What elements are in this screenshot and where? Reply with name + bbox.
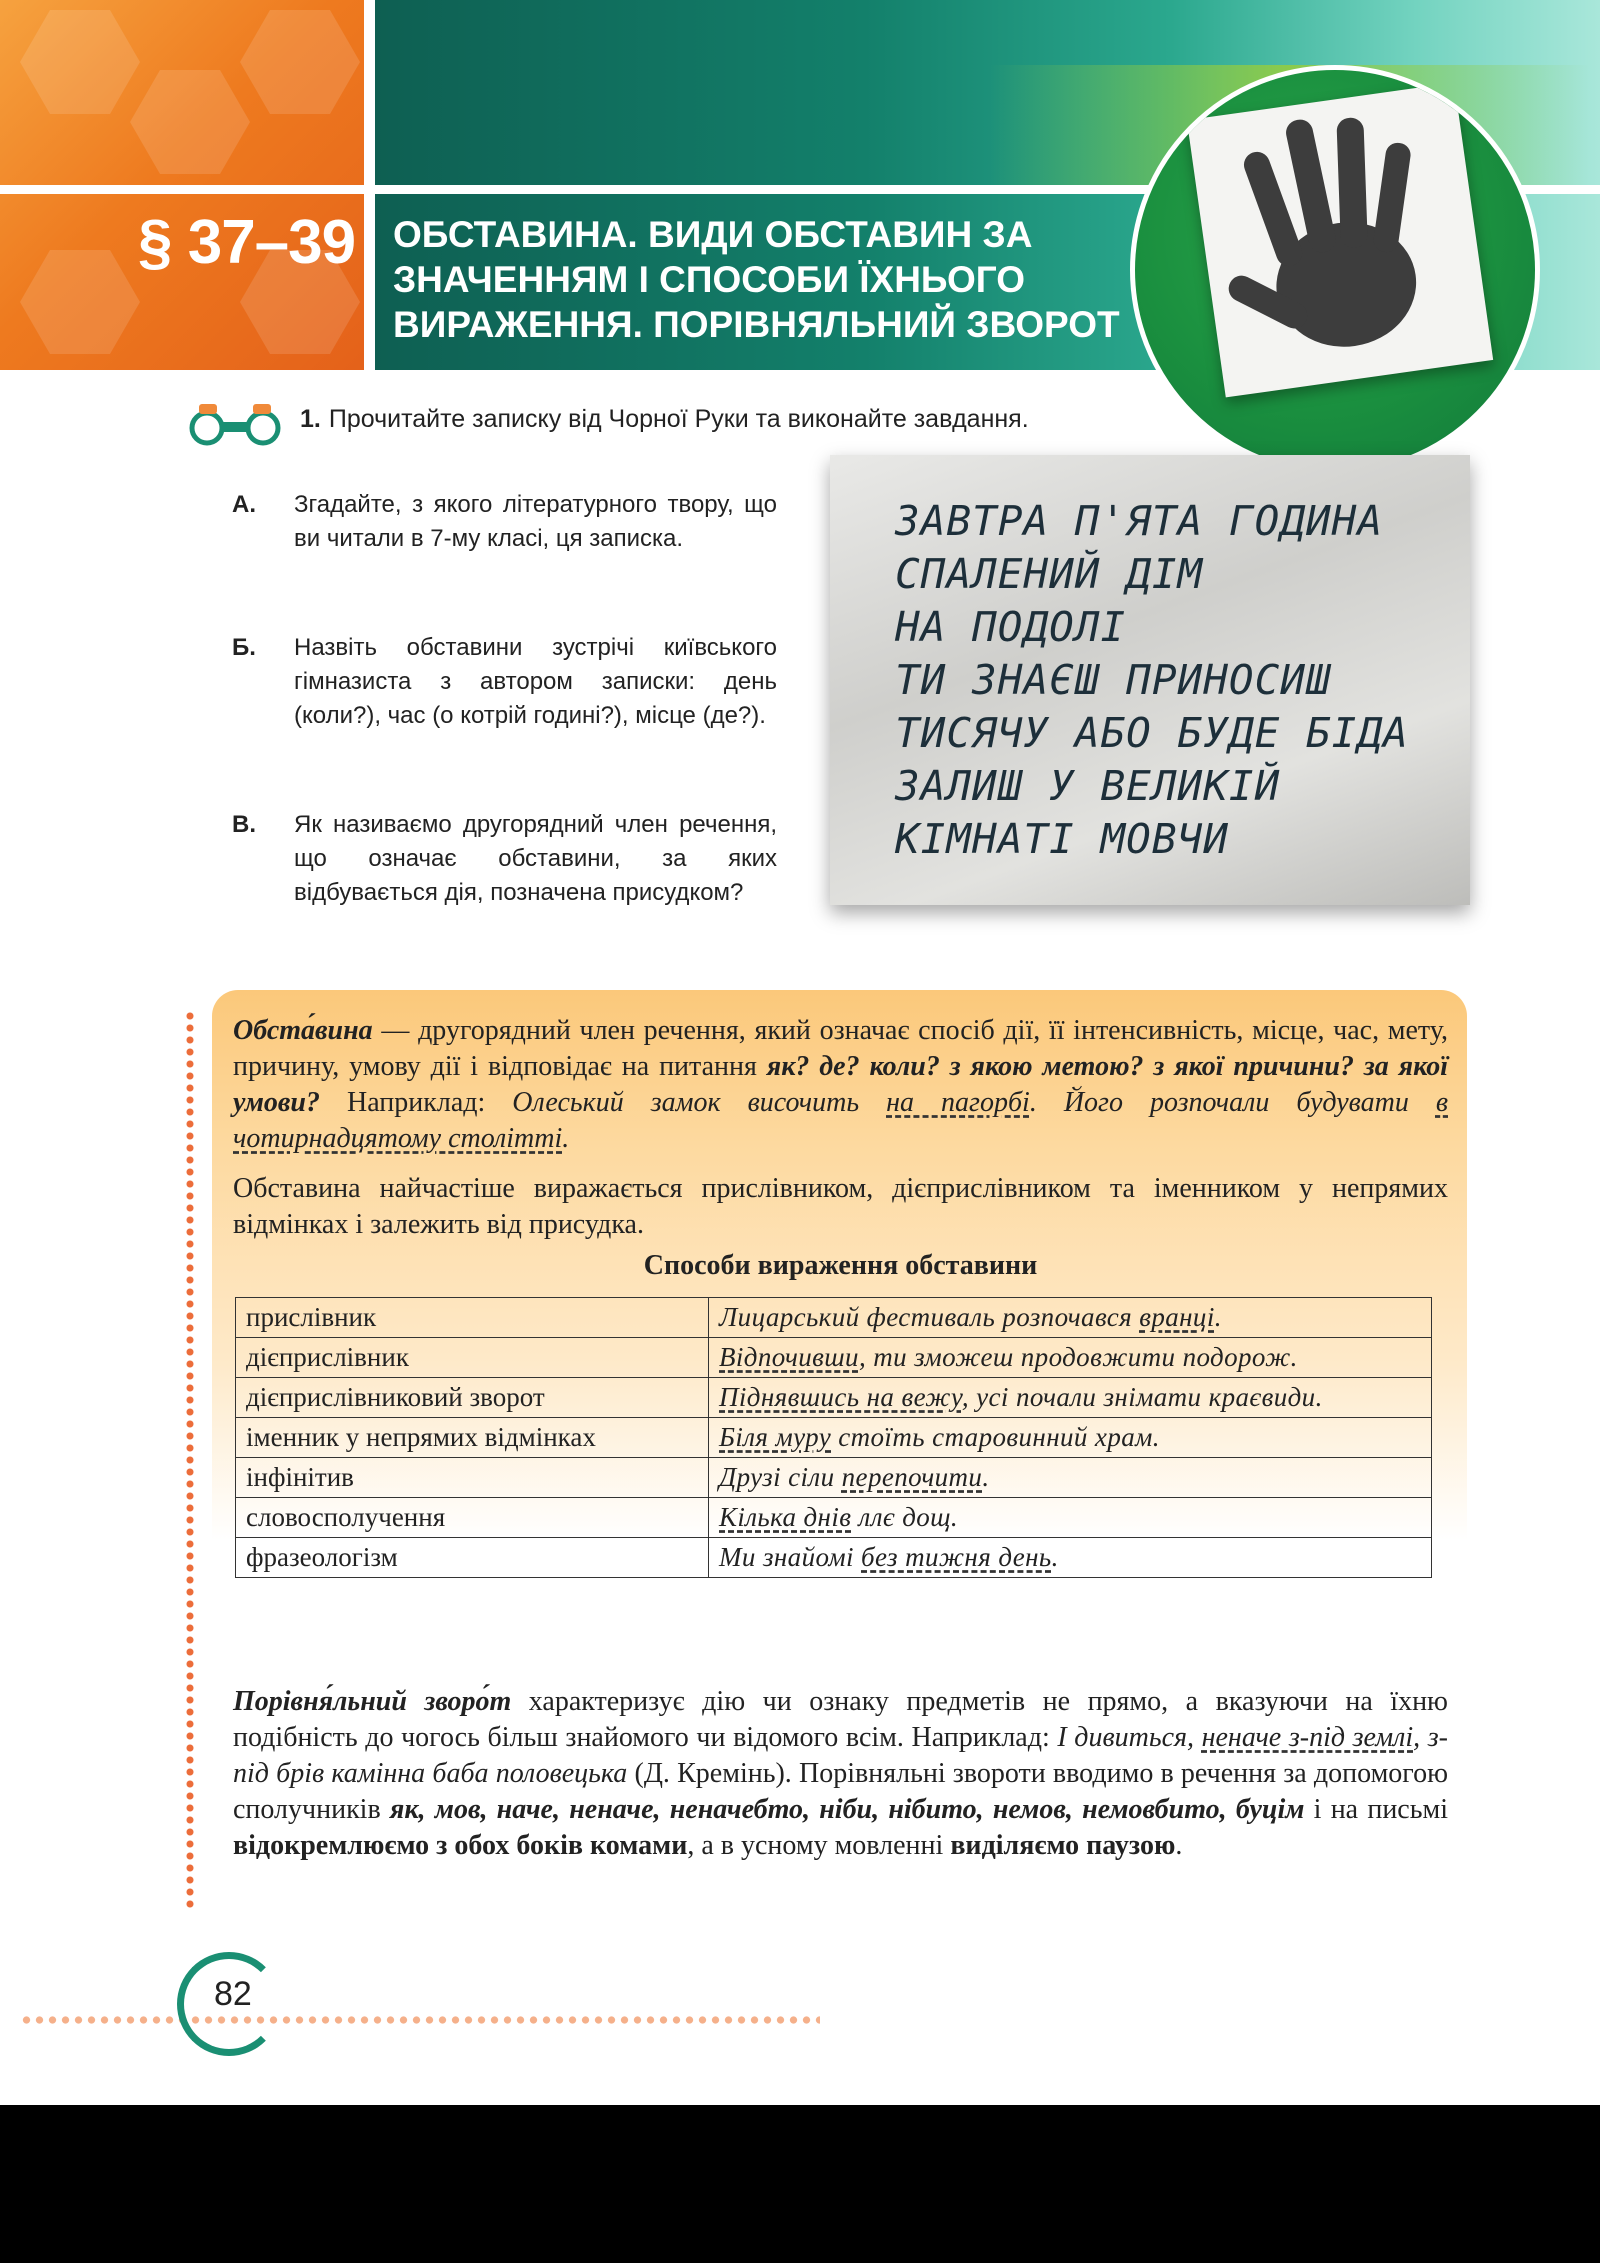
table-row <box>236 1338 1432 1378</box>
expression-ways-table <box>235 1297 1432 1578</box>
task-1 <box>300 405 1029 434</box>
table-row <box>236 1378 1432 1418</box>
table-row <box>236 1298 1432 1338</box>
handprint-image <box>1130 65 1540 475</box>
comparative-text: . <box>1175 1830 1183 1861</box>
header-vertical-divider <box>364 0 375 370</box>
conjunctions-list: як, мов, наче, неначе, неначебто, ніби, нібито, немов, немовбито, буцім <box>389 1794 1305 1825</box>
note-line: ТИСЯЧУ АБО БУДЕ БІДА <box>895 709 1409 757</box>
example-text: , ти зможеш продовжити подорож. <box>858 1342 1298 1372</box>
question-label: А. <box>232 491 256 518</box>
way-cell: фразеологізм <box>236 1538 709 1578</box>
example-cell <box>709 1418 1432 1458</box>
question-text: Згадайте, з якого літературного твору, що ви читали в 7-му класі, ця записка. <box>294 491 777 552</box>
table-row <box>236 1418 1432 1458</box>
example-intro: Наприклад: <box>320 1087 513 1118</box>
way-cell: дієприслівник <box>236 1338 709 1378</box>
table-row <box>236 1498 1432 1538</box>
example-text: Друзі сіли <box>719 1462 842 1492</box>
title-line: ВИРАЖЕННЯ. ПОРІВНЯЛЬНИЙ ЗВОРОТ <box>393 304 1120 345</box>
example-text: . <box>1051 1542 1059 1572</box>
note-line: ЗАЛИШ У ВЕЛИКІЙ <box>895 762 1281 810</box>
binoculars-icon <box>185 400 285 446</box>
example-text: Лицарський фестиваль розпочався <box>719 1302 1140 1332</box>
example-cell <box>709 1338 1432 1378</box>
example-underlined: без тижня день <box>861 1542 1052 1572</box>
example-text: ллє дощ. <box>851 1502 959 1532</box>
comparative-text: , а в усному мовленні <box>687 1830 951 1861</box>
hexagon-decoration <box>130 70 250 174</box>
way-cell: інфінітив <box>236 1458 709 1498</box>
black-hand-icon <box>1187 83 1493 398</box>
page-number: 82 <box>214 1975 252 2013</box>
table-row <box>236 1538 1432 1578</box>
example-cell <box>709 1538 1432 1578</box>
hexagon-decoration <box>240 10 360 114</box>
page-footer-dots <box>20 2013 820 2027</box>
example-cell <box>709 1298 1432 1338</box>
section-number: § 37–39 <box>138 208 356 277</box>
paper-with-handprint <box>1187 83 1493 398</box>
rule-pause: виділяємо паузою <box>950 1830 1176 1861</box>
note-line: ЗАВТРА П'ЯТА ГОДИНА <box>895 497 1383 545</box>
note-line: НА ПОДОЛІ <box>895 603 1127 651</box>
table-row <box>236 1458 1432 1498</box>
task-number: 1. <box>300 405 321 433</box>
example-text: Ми знайомі <box>719 1542 862 1572</box>
way-cell: дієприслівниковий зворот <box>236 1378 709 1418</box>
example-text: , з-під брів камінна баба половецька <box>233 1722 1448 1789</box>
comparative-text: Порівняльні звороти вводимо в речення за допомогою сполучників <box>233 1758 1449 1825</box>
title-line: ОБСТАВИНА. ВИДИ ОБСТАВИН ЗА <box>393 214 1033 255</box>
term-obstavyna: Обста́вина <box>233 1015 373 1046</box>
expression-paragraph: Обставина найчастіше виражається прислівником, дієприслівником та іменником у непрямих відмінках і залежить від присудка. <box>233 1173 1448 1240</box>
section-title <box>393 212 1153 347</box>
hexagon-decoration <box>20 250 140 354</box>
example-underlined: перепочити <box>841 1462 983 1492</box>
note-line: ТИ ЗНАЄШ ПРИНОСИШ <box>895 656 1332 704</box>
question-label: В. <box>232 811 256 838</box>
example-text: . Його розпочали будувати <box>1029 1087 1436 1118</box>
example-underlined: вранці <box>1139 1302 1215 1332</box>
example-underlined: на пагорбі <box>886 1087 1030 1118</box>
comparative-text: і на письмі <box>1304 1794 1448 1825</box>
definition-paragraph <box>233 1013 1448 1157</box>
definition-text: — другорядний член речення, який означає спосіб дії, її інтенсивність, місце, час, мету, причину, умову дії і відповідає на питання <box>233 1015 1448 1082</box>
question-label: Б. <box>232 634 256 661</box>
task-text: Прочитайте записку від Чорної Руки та виконайте завдання. <box>328 405 1029 433</box>
example-text: стоїть старовинний храм. <box>831 1422 1160 1452</box>
example-text: Олеський замок височить <box>512 1087 887 1118</box>
example-cell <box>709 1378 1432 1418</box>
example-underlined: Біля муру <box>719 1422 832 1452</box>
term-comparative: Порівня́льний зворо́т <box>233 1686 512 1717</box>
rule-commas: відокремлюємо з обох боків комами <box>233 1830 688 1861</box>
example-underlined: Відпочивши <box>719 1342 859 1372</box>
definition-questions: як? де? коли? з якою метою? з якої причини? за якої умови? <box>233 1051 1448 1118</box>
note-line: КІМНАТІ МОВЧИ <box>895 815 1229 863</box>
example-text: , усі почали знімати краєвиди. <box>961 1382 1323 1412</box>
title-line: ЗНАЧЕННЯМ І СПОСОБИ ЇХНЬОГО <box>393 259 1026 300</box>
example-underlined: неначе з-під землі <box>1201 1722 1414 1753</box>
note-line: СПАЛЕНИЙ ДІМ <box>895 550 1204 598</box>
comparative-text: характеризує дію чи ознаку предметів не прямо, а вказуючи на їхню подібність до чогось більш знайомого чи відомого всім. Наприклад: <box>233 1686 1448 1753</box>
example-text: . <box>562 1123 570 1154</box>
question-text: Назвіть обставини зустрічі київського гімназиста з автором записки: день (коли?), час (о котрій годині?), місце (де?). <box>294 634 777 729</box>
example-source: (Д. Кремінь). <box>627 1758 792 1789</box>
example-text: . <box>982 1462 990 1492</box>
dotted-margin-line <box>185 1010 195 1910</box>
comparative-paragraph <box>233 1684 1448 1864</box>
hexagon-decoration <box>20 10 140 114</box>
question-text: Як називаємо другорядний член речення, що означає обставини, за яких відбувається дія, позначена присудком? <box>294 811 777 906</box>
example-text: . <box>1214 1302 1222 1332</box>
example-text: І дивиться, <box>1057 1722 1202 1753</box>
example-cell <box>709 1498 1432 1538</box>
example-underlined: Кілька днів <box>719 1502 852 1532</box>
way-cell: словосполучення <box>236 1498 709 1538</box>
table-title: Способи вираження обставини <box>643 1250 1038 1281</box>
way-cell: іменник у непрямих відмінках <box>236 1418 709 1458</box>
example-underlined: в чотирнадцятому столітті <box>233 1087 1449 1154</box>
example-cell <box>709 1458 1432 1498</box>
way-cell: прислівник <box>236 1298 709 1338</box>
example-underlined: Піднявшись на вежу <box>719 1382 962 1412</box>
